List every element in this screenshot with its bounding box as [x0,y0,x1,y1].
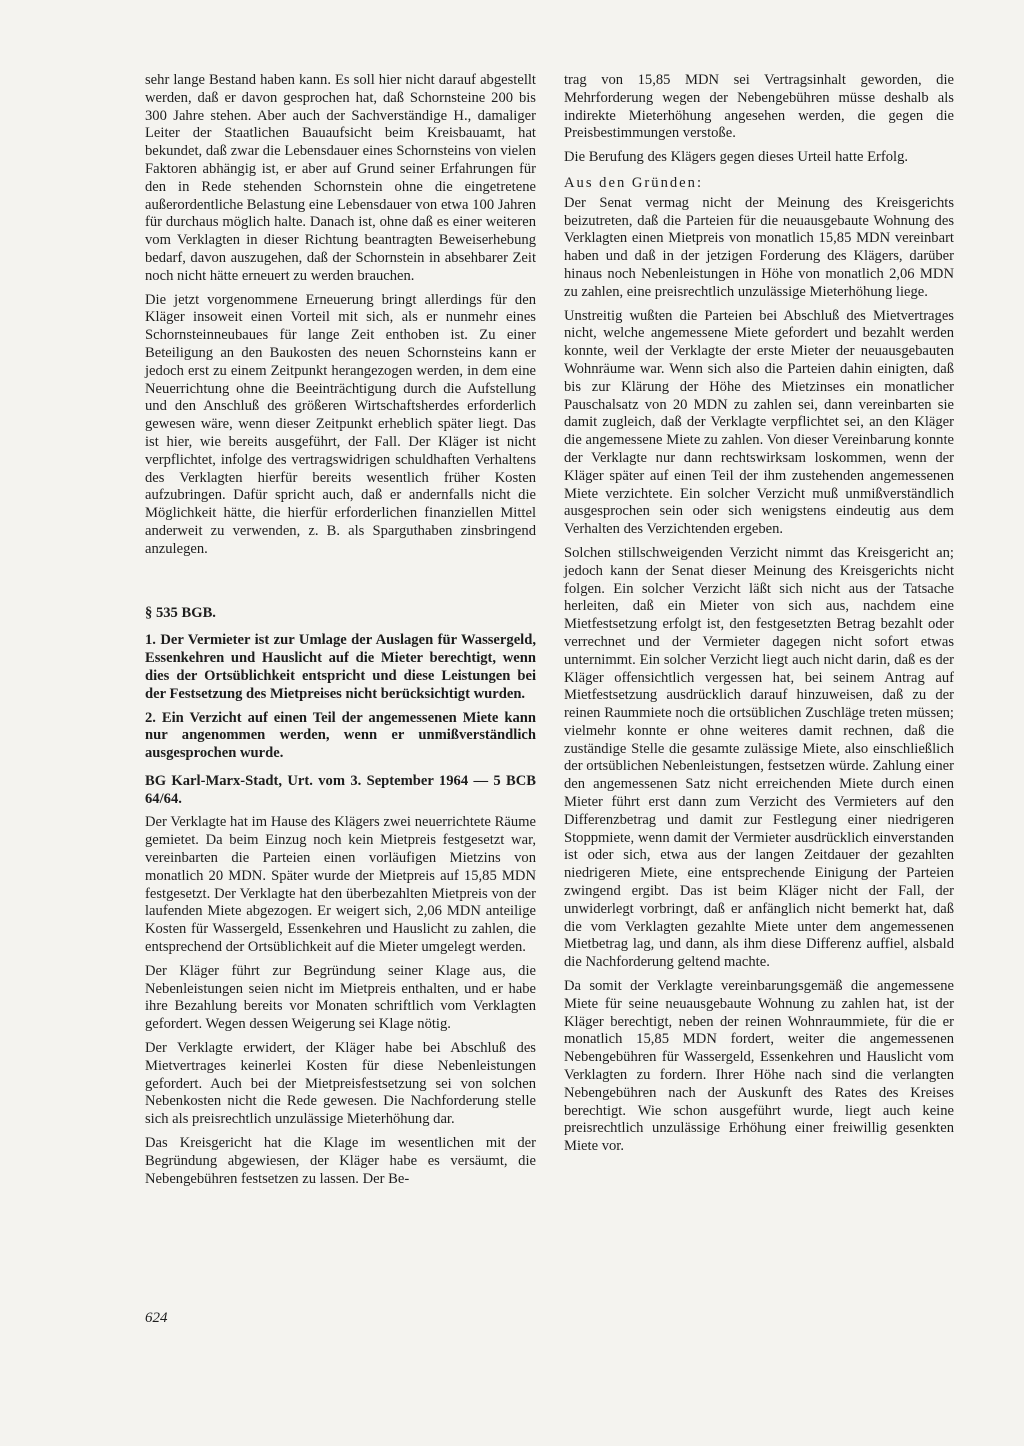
paragraph: Das Kreisgericht hat die Klage im wesentlichen mit der Begründung abgewiesen, der Kläger habe es versäumt, die Nebengebühren festsetzen zu lassen. Der Be- [145,1135,536,1187]
paragraph: Die jetzt vorgenommene Erneuerung bringt allerdings für den Kläger insoweit einen Vorteil mit sich, als er nunmehr eines Schornsteinneubaues für lange Zeit enthoben ist. Zu einer Beteiligung an den Baukosten des neuen Schornsteins kann er jedoch erst zu einem Zeitpunkt herangezogen werden, in dem eine Neuerrichtung ohne die Beeinträchtigung durch die Aufstellung und den Anschluß des größeren Wirtschaftsherdes erforderlich gewesen wäre, wenn dieser Zeitpunkt erheblich später liegt. Das ist hier, wie bereits ausgeführt, der Fall. Der Kläger ist nicht verpflichtet, infolge des vertragswidrigen schuldhaften Verhaltens des Verklagten hierfür bereits wesentlich früher Kosten aufzubringen. Dafür spricht auch, daß er andernfalls nicht die Möglichkeit hätte, die hierfür erforderlichen finanziellen Mittel anderweit zu verwenden, z. B. als Sparguthaben zinsbringend anzulegen. [145,291,536,557]
paragraph: trag von 15,85 MDN sei Vertragsinhalt geworden, die Mehrforderung wegen der Nebengebühren müsse deshalb als indirekte Mieterhöhung angesehen werden, die gegen die Preisbestimmungen verstoße. [564,72,954,142]
court-citation: BG Karl-Marx-Stadt, Urt. vom 3. September 1964 — 5 BCB 64/64. [145,772,536,807]
headnote-1: 1. Der Vermieter ist zur Umlage der Auslagen für Wassergeld, Essenkehren und Hauslicht auf die Mieter berechtigt, wenn dies der Ortsüblichkeit entspricht und diese Leistungen bei der Festsetzung des Mietpreises nicht berücksichtigt wurden. [145,632,536,702]
paragraph: Der Kläger führt zur Begründung seiner Klage aus, die Nebenleistungen seien nicht im Mietpreis enthalten, und er habe ihre Bezahlung bereits vor Monaten schriftlich vom Verklagten gefordert. Wegen dessen Weigerung sei Klage nötig. [145,962,536,1033]
paragraph: Unstreitig wußten die Parteien bei Abschluß des Mietvertrages nicht, welche angemessene Miete gefordert und bezahlt werden konnte, weil der Verklagte der erste Mieter der neuausgebauten Wohnräume war. Wenn sich also die Parteien dahin einigten, daß bis zur Klärung der Höhe des Mietzinses ein monatlicher Pauschalsatz von 20 MDN zu zahlen sei, dann vereinbarten sie damit zugleich, daß der Verklagte verpflichtet sei, an den Kläger die angemessene Miete zu zahlen. Von dieser Vereinbarung konnte der Verklagte nur dann rechtswirksam loskommen, wenn der Kläger später auf einen Teil der ihm zustehenden angemessenen Miete verzichtete. Ein solcher Verzicht muß unmißverständlich ausgesprochen sein oder sich wenigstens eindeutig aus dem Verhalten des Verzichtenden ergeben. [564,307,954,538]
paragraph: Der Verklagte erwidert, der Kläger habe bei Abschluß des Mietvertrages keinerlei Kosten für diese Nebenleistungen gefordert. Auch bei der Mietpreisfestsetzung sei von solchen Nebenkosten nicht die Rede gewesen. Die Nachforderung stelle sich als preisrechtlich unzulässige Mieterhöhung dar. [145,1040,536,1128]
paragraph: Die Berufung des Klägers gegen dieses Urteil hatte Erfolg. [564,149,909,166]
right-column [564,72,954,1162]
paragraph: Der Senat vermag nicht der Meinung des Kreisgerichts beizutreten, daß die Parteien für die neuausgebaute Wohnung des Verklagten einen Mietpreis von monatlich 15,85 MDN vereinbart haben und daß in der jetzigen Forderung des Klägers, darüber hinaus noch Nebenleistungen in Höhe von monatlich 2,06 MDN zu zahlen, eine preisrechtlich unzulässige Mieterhöhung liege. [564,194,954,300]
section-heading: § 535 BGB. [145,604,216,621]
left-column [145,72,536,1194]
headnote-2: 2. Ein Verzicht auf einen Teil der angemessenen Miete kann nur angenommen werden, wenn er unmißverständlich ausgesprochen wurde. [145,709,536,762]
page-number: 624 [145,1310,168,1326]
paragraph: Der Verklagte hat im Hause des Klägers zwei neuerrichtete Räume gemietet. Da beim Einzug noch kein Mietpreis festgesetzt war, vereinbarten die Parteien einen vorläufigen Mietzins von monatlich 20 MDN. Später wurde der Mietpreis auf 15,85 MDN festgesetzt. Der Verklagte hat den überbezahlten Mietpreis von der laufenden Miete abgezogen. Er weigert sich, 2,06 MDN anteilige Kosten für Wassergeld, Essenkehren und Hauslicht zu zahlen, die entsprechend der Ortsüblichkeit auf die Mieter umgelegt werden. [145,814,536,956]
paragraph: Solchen stillschweigenden Verzicht nimmt das Kreisgericht an; jedoch kann der Senat dieser Meinung des Kreisgerichts nicht folgen. Ein solcher Verzicht läßt sich nicht aus der Tatsache herleiten, daß ein Mieter von sich aus, nachdem eine Mietfestsetzung erfolgt ist, den festgesetzten Betrag bezahlt oder verrechnet und der Vermieter dagegen nicht sofort etwas unternimmt. Ein solcher Verzicht liegt auch nicht darin, daß es der Kläger offensichtlich vergessen hat, bei seinem Antrag auf Mietfestsetzung ausdrücklich darauf hinzuweisen, daß zu der reinen Raummiete noch die ortsüblichen Zuschläge treten müssen; vielmehr konnte er ohne weiteres damit rechnen, daß die zuständige Stelle die gesamte zulässige Miete, also einschließlich der ortsüblichen Nebenleistungen, festsetzen würde. Zahlung einer den angemessenen Satz nicht erreichenden Miete durch einen Mieter führt erst dann zum Verzicht des Vermieters auf den Differenzbetrag und damit zur Festlegung einer niedrigeren Stoppmiete, wenn damit der Vermieter ausdrücklich einverstanden ist oder sich, etwa aus der langen Zeitdauer der gezahlten niedrigeren Miete, eine entsprechende Einigung der Parteien zwingend ergibt. Das ist beim Kläger nicht der Fall, der unwiderlegt vorbringt, daß er anfänglich nicht bemerkt hat, daß die vom Verklagten gezahlte Miete unter dem angemessenen Mietbetrag lag, und dann, als ihm diese Differenz auffiel, alsbald die Nachforderung geltend machte. [564,544,954,971]
reasons-heading: Aus den Gründen: [564,174,704,191]
paragraph: Da somit der Verklagte vereinbarungsgemäß die angemessene Miete für seine neuausgebaute Wohnung zu zahlen hat, ist der Kläger berechtigt, neben der reinen Wohnraummiete, für die er monatlich 15,85 MDN fordert, weiter die angemessenen Nebengebühren für Wassergeld, Essenkehren und Hauslicht vom Verklagten zu fordern. Ihrer Höhe nach sind die verlangten Nebengebühren nach der Auskunft des Rates des Kreises berechtigt. Wie schon ausgeführt wurde, liegt auch keine preisrechtlich unzulässige Erhöhung einer freiwillig gesenkten Miete vor. [564,978,954,1155]
paragraph: sehr lange Bestand haben kann. Es soll hier nicht darauf abgestellt werden, daß er davon gesprochen hat, daß Schornsteine 200 bis 300 Jahre stehen. Aber auch der Sachverständige H., damaliger Leiter der Staatlichen Bauaufsicht beim Kreisbauamt, hat bekundet, daß zwar die Lebensdauer eines Schornsteins von vielen Faktoren abhängig ist, er aber auf Grund seiner Erfahrungen für den in Rede stehenden Schornstein ohne die eingetretene außerordentliche Belastung eine Lebensdauer von etwa 100 Jahren für durchaus möglich halte. Danach ist, ohne daß es einer weiteren vom Verklagten in dieser Richtung beantragten Beweiserhebung bedarf, davon auszugehen, daß der Schornstein in absehbarer Zeit noch nicht hätte erneuert zu werden brauchen. [145,72,536,284]
